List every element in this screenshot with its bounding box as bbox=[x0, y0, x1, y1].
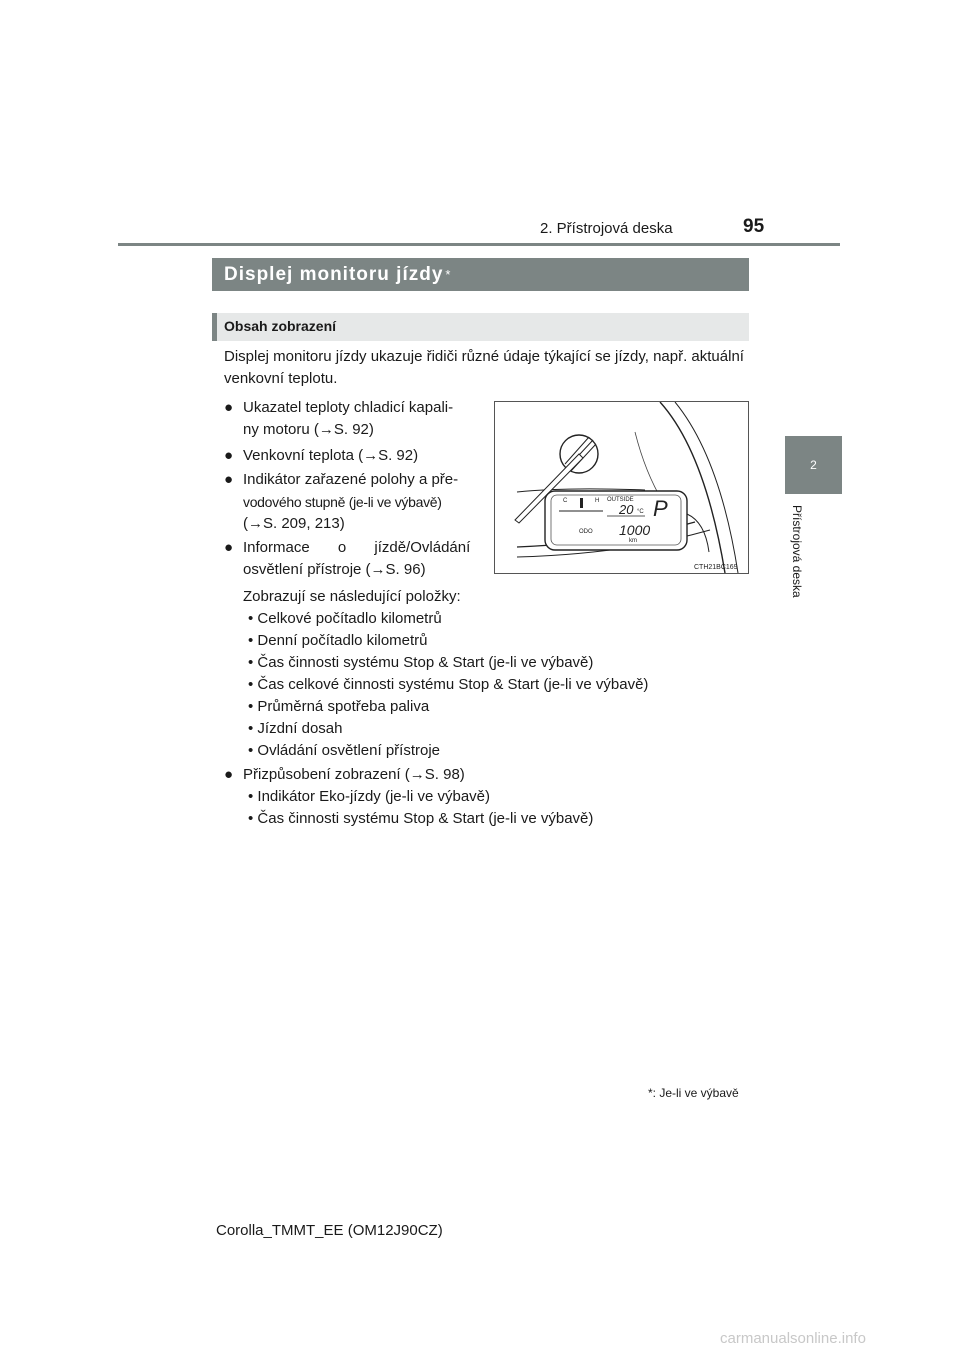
odometer-value: 1000 bbox=[619, 522, 651, 538]
gear-position-indicator: P bbox=[653, 496, 668, 521]
list-item: • Čas činnosti systému Stop & Start (je-li ve výbavě) bbox=[248, 810, 594, 827]
list-item: • Průměrná spotřeba paliva bbox=[248, 698, 430, 715]
coolant-gauge-h-label: H bbox=[595, 498, 600, 504]
intro-paragraph: Displej monitoru jízdy ukazuje řidiči různé údaje týkající se jízdy, např. aktuální venkovní teplotu. bbox=[224, 348, 744, 387]
bullet-line: ny motoru (→S. 92) bbox=[243, 421, 374, 438]
outside-temp-unit: °C bbox=[637, 509, 644, 515]
document-footer: Corolla_TMMT_EE (OM12J90CZ) bbox=[216, 1222, 443, 1239]
list-item: • Čas celkové činnosti systému Stop & Start (je-li ve výbavě) bbox=[248, 676, 649, 693]
footnote: *: Je-li ve výbavě bbox=[648, 1086, 739, 1100]
odometer-unit: km bbox=[629, 538, 637, 544]
instrument-cluster-illustration bbox=[494, 401, 749, 574]
subheading-accent bbox=[212, 313, 217, 341]
bullet-icon: ● bbox=[224, 447, 234, 464]
chapter-label: Přístrojová deska bbox=[790, 505, 804, 598]
section-header: 2. Přístrojová deska bbox=[540, 220, 673, 237]
chapter-number: 2 bbox=[810, 458, 817, 472]
list-item: • Ovládání osvětlení přístroje bbox=[248, 742, 441, 759]
items-intro: Zobrazují se následující položky: bbox=[243, 588, 461, 605]
bullet-icon: ● bbox=[224, 539, 234, 556]
bullet-line: Venkovní teplota (→S. 92) bbox=[243, 447, 419, 464]
outside-temp-value: 20 bbox=[619, 502, 634, 517]
bullet-icon: ● bbox=[224, 399, 234, 416]
outside-temp-label: OUTSIDE bbox=[607, 497, 634, 503]
watermark: carmanualsonline.info bbox=[720, 1330, 866, 1347]
list-item: • Jízdní dosah bbox=[248, 720, 343, 737]
bullet-icon: ● bbox=[224, 766, 234, 783]
bullet-line: Informace o jízdě/Ovládání bbox=[243, 539, 471, 556]
list-item: • Čas činnosti systému Stop & Start (je-li ve výbavě) bbox=[248, 654, 594, 671]
coolant-gauge-indicator bbox=[580, 498, 583, 508]
bullet-line: osvětlení přístroje (→S. 96) bbox=[243, 561, 426, 578]
coolant-gauge-c-label: C bbox=[563, 498, 568, 504]
optional-equipment-mark: * bbox=[445, 267, 452, 282]
list-item: • Indikátor Eko-jízdy (je-li ve výbavě) bbox=[248, 788, 490, 805]
list-item: • Celkové počítadlo kilometrů bbox=[248, 610, 442, 627]
list-item: • Denní počítadlo kilometrů bbox=[248, 632, 428, 649]
figure-code: CTH21BC169 bbox=[694, 564, 738, 571]
bullet-line: vodového stupně (je-li ve výbavě) bbox=[243, 494, 442, 510]
chapter-tab bbox=[785, 436, 842, 494]
bullet-line: Indikátor zařazené polohy a pře- bbox=[243, 471, 459, 488]
cluster-drawing bbox=[495, 402, 748, 573]
page-number: 95 bbox=[743, 216, 765, 237]
subheading-bar bbox=[212, 313, 749, 341]
odometer-label: ODO bbox=[579, 529, 593, 535]
page-title: Displej monitoru jízdy bbox=[224, 264, 444, 285]
bullet-line: (→S. 209, 213) bbox=[243, 515, 345, 532]
header-divider bbox=[118, 243, 840, 246]
bullet-icon: ● bbox=[224, 471, 234, 488]
bullet-line: Přizpůsobení zobrazení (→S. 98) bbox=[243, 766, 465, 783]
page-title-bar bbox=[212, 258, 749, 291]
bullet-line: Ukazatel teploty chladicí kapali- bbox=[243, 399, 454, 416]
subheading: Obsah zobrazení bbox=[224, 318, 337, 334]
